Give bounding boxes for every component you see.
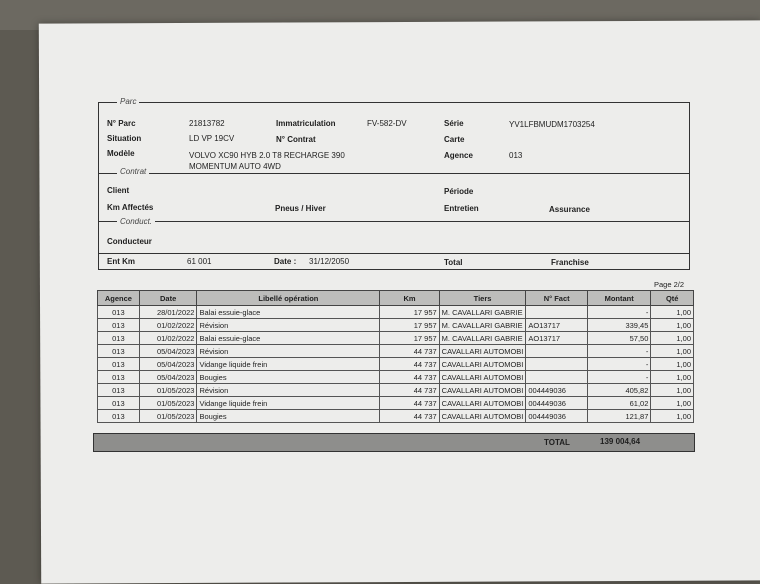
cell-qte: 1,00: [651, 410, 694, 423]
cell-tiers: CAVALLARI AUTOMOBI: [439, 410, 526, 423]
carte-label: Carte: [444, 135, 465, 144]
periode-label: Période: [444, 187, 474, 196]
table-row: [98, 358, 694, 371]
cell-montant: 339,45: [587, 319, 650, 332]
table-header-row: [98, 291, 694, 306]
date-label: Date :: [274, 257, 297, 266]
date-value: 31/12/2050: [309, 257, 350, 266]
agence-value: 013: [509, 151, 523, 160]
franchise-label: Franchise: [551, 258, 589, 267]
divider-contrat: [99, 173, 689, 174]
cell-date: 01/05/2023: [139, 384, 197, 397]
cell-montant: 121,87: [587, 410, 650, 423]
cell-montant: 61,02: [587, 397, 650, 410]
cell-tiers: CAVALLARI AUTOMOBI: [439, 397, 526, 410]
table-row: [98, 397, 694, 410]
cell-tiers: CAVALLARI AUTOMOBI: [439, 371, 526, 384]
cell-tiers: CAVALLARI AUTOMOBI: [439, 384, 526, 397]
no-parc-label: N° Parc: [107, 119, 136, 128]
table-row: [98, 384, 694, 397]
cell-libelle: Balai essuie-glace: [197, 306, 380, 319]
cell-km: 17 957: [380, 332, 439, 345]
cell-agence: 013: [98, 384, 140, 397]
cell-agence: 013: [98, 371, 140, 384]
cell-nfact: 004449036: [526, 397, 588, 410]
cell-tiers: M. CAVALLARI GABRIE: [439, 332, 526, 345]
cell-nfact: AO13717: [526, 319, 588, 332]
header-agence: Agence: [98, 291, 140, 306]
total-bar-label: TOTAL: [544, 438, 570, 447]
cell-montant: -: [587, 345, 650, 358]
cell-date: 01/05/2023: [139, 397, 197, 410]
cell-km: 44 737: [380, 410, 439, 423]
table-row: [98, 332, 694, 345]
cell-libelle: Vidange liquide frein: [197, 358, 380, 371]
table-row: [98, 410, 694, 423]
immat-label: Immatriculation: [276, 119, 336, 128]
section-label-contrat: Contrat: [117, 167, 149, 176]
cell-km: 17 957: [380, 306, 439, 319]
cell-km: 44 737: [380, 384, 439, 397]
cell-nfact: 004449036: [526, 410, 588, 423]
cell-date: 01/02/2022: [139, 332, 197, 345]
cell-tiers: CAVALLARI AUTOMOBI: [439, 358, 526, 371]
cell-tiers: M. CAVALLARI GABRIE: [439, 319, 526, 332]
cell-qte: 1,00: [651, 345, 694, 358]
cell-agence: 013: [98, 345, 140, 358]
cell-agence: 013: [98, 306, 140, 319]
cell-qte: 1,00: [651, 384, 694, 397]
cell-qte: 1,00: [651, 332, 694, 345]
entretien-label: Entretien: [444, 204, 479, 213]
divider-conduct: [99, 221, 689, 222]
cell-agence: 013: [98, 410, 140, 423]
cell-montant: -: [587, 358, 650, 371]
section-label-parc: Parc: [117, 97, 139, 106]
total-bar: [93, 433, 695, 452]
cell-agence: 013: [98, 397, 140, 410]
table-row: [98, 319, 694, 332]
entkm-label: Ent Km: [107, 257, 135, 266]
cell-nfact: [526, 371, 588, 384]
cell-agence: 013: [98, 319, 140, 332]
cell-date: 01/02/2022: [139, 319, 197, 332]
cell-nfact: [526, 306, 588, 319]
cell-date: 01/05/2023: [139, 410, 197, 423]
header-qte: Qté: [651, 291, 694, 306]
cell-nfact: [526, 358, 588, 371]
header-nfact: N° Fact: [526, 291, 588, 306]
table-row: [98, 306, 694, 319]
modele-line2: MOMENTUM AUTO 4WD: [189, 162, 281, 171]
cell-nfact: AO13717: [526, 332, 588, 345]
cell-tiers: M. CAVALLARI GABRIE: [439, 306, 526, 319]
cell-qte: 1,00: [651, 397, 694, 410]
immat-value: FV-582-DV: [367, 119, 407, 128]
entkm-value: 61 001: [187, 257, 212, 266]
cell-km: 44 737: [380, 371, 439, 384]
cell-date: 05/04/2023: [139, 371, 197, 384]
divider-entkm: [99, 253, 689, 254]
cell-km: 17 957: [380, 319, 439, 332]
cell-montant: 57,50: [587, 332, 650, 345]
situation-value: LD VP 19CV: [189, 134, 235, 143]
total-label: Total: [444, 258, 463, 267]
conducteur-label: Conducteur: [107, 237, 152, 246]
cell-libelle: Révision: [197, 319, 380, 332]
page-number: Page 2/2: [654, 280, 685, 289]
cell-libelle: Révision: [197, 384, 380, 397]
cell-libelle: Bougies: [197, 371, 380, 384]
cell-km: 44 737: [380, 345, 439, 358]
cell-montant: -: [587, 306, 650, 319]
cell-agence: 013: [98, 358, 140, 371]
assurance-label: Assurance: [549, 205, 590, 214]
table-row: [98, 371, 694, 384]
cell-qte: 1,00: [651, 319, 694, 332]
contrat-label: N° Contrat: [276, 135, 316, 144]
cell-km: 44 737: [380, 358, 439, 371]
cell-qte: 1,00: [651, 358, 694, 371]
serie-value: YV1LFBMUDM1703254: [509, 120, 595, 129]
header-date: Date: [139, 291, 197, 306]
client-label: Client: [107, 186, 130, 195]
cell-libelle: Révision: [197, 345, 380, 358]
cell-date: 05/04/2023: [139, 345, 197, 358]
agence-label: Agence: [444, 151, 473, 160]
cell-montant: 405,82: [587, 384, 650, 397]
cell-km: 44 737: [380, 397, 439, 410]
cell-qte: 1,00: [651, 371, 694, 384]
cell-qte: 1,00: [651, 306, 694, 319]
cell-tiers: CAVALLARI AUTOMOBI: [439, 345, 526, 358]
situation-label: Situation: [107, 134, 142, 143]
cell-nfact: 004449036: [526, 384, 588, 397]
header-libelle: Libellé opération: [197, 291, 380, 306]
cell-date: 28/01/2022: [139, 306, 197, 319]
header-montant: Montant: [587, 291, 650, 306]
header-km: Km: [380, 291, 439, 306]
header-tiers: Tiers: [439, 291, 526, 306]
cell-libelle: Bougies: [197, 410, 380, 423]
modele-label: Modèle: [107, 149, 135, 158]
vehicle-info-box: [98, 97, 690, 270]
table-row: [98, 345, 694, 358]
cell-libelle: Vidange liquide frein: [197, 397, 380, 410]
cell-nfact: [526, 345, 588, 358]
serie-label: Série: [444, 119, 464, 128]
no-parc-value: 21813782: [189, 119, 225, 128]
operations-table: [97, 290, 694, 423]
section-label-conduct: Conduct.: [117, 217, 155, 226]
km-affectes-label: Km Affectés: [107, 203, 154, 212]
total-bar-value: 139 004,64: [600, 437, 641, 446]
cell-date: 05/04/2023: [139, 358, 197, 371]
cell-agence: 013: [98, 332, 140, 345]
cell-libelle: Balai essuie-glace: [197, 332, 380, 345]
cell-montant: -: [587, 371, 650, 384]
modele-line1: VOLVO XC90 HYB 2.0 T8 RECHARGE 390: [189, 151, 345, 160]
pneus-label: Pneus / Hiver: [275, 204, 326, 213]
